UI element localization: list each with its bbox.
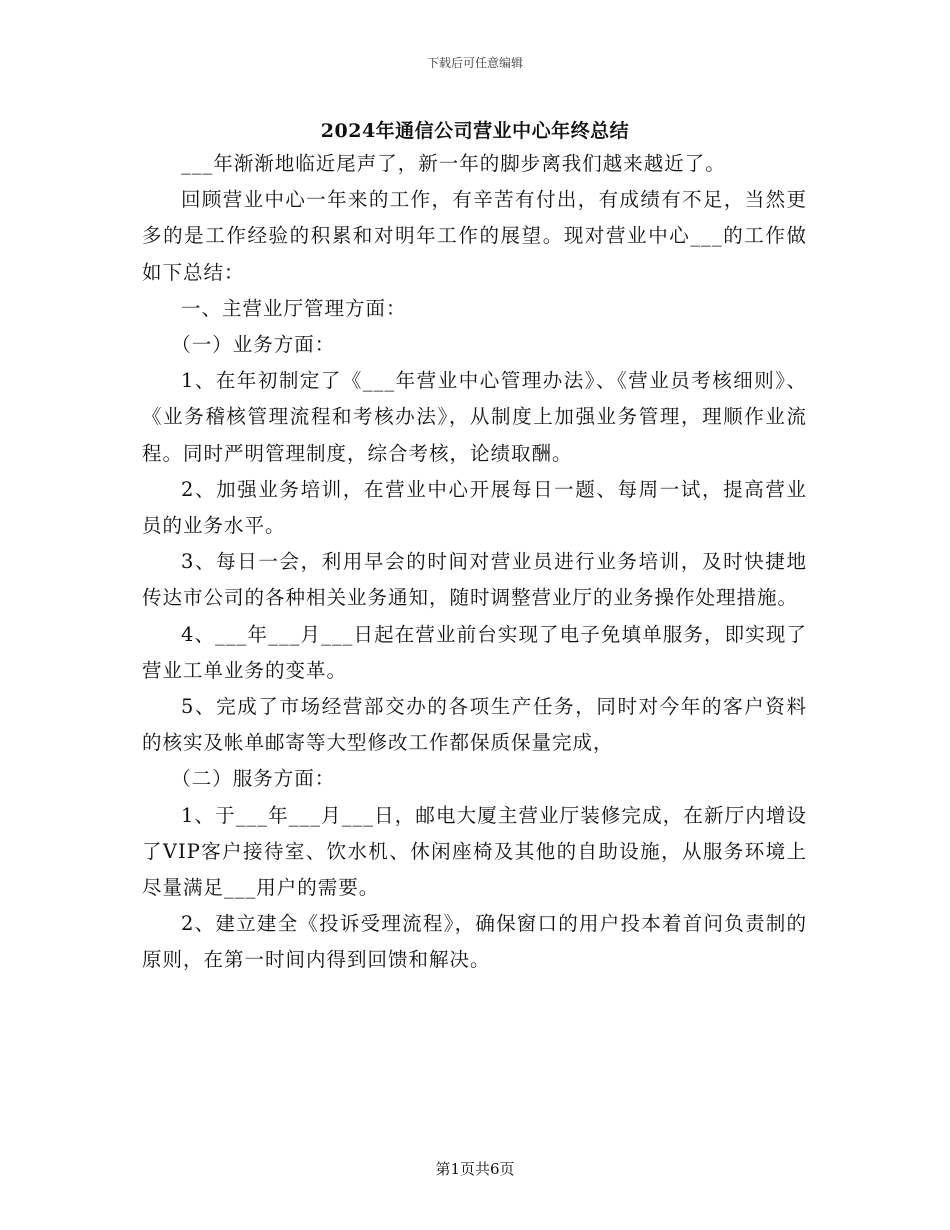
section-heading-main-hall: 一、主营业厅管理方面： (181, 296, 407, 320)
document-body (142, 146, 807, 979)
subsection-heading-business: （一）业务方面： (171, 333, 336, 357)
subsection-heading-service: （二）服务方面： (171, 767, 336, 791)
paragraph-service-1: 1、于___年___月___日，邮电大厦主营业厅装修完成，在新厅内增设了VIP客户接待室、饮水机、休闲座椅及其他的自助设施，从服务环境上尽量满足___用户的需要。 (142, 803, 807, 900)
paragraph-service-2: 2、建立建全《投诉受理流程》，确保窗口的用户投本着首问负责制的原则，在第一时间内得到回馈和解决。 (142, 912, 807, 972)
paragraph-business-3: 3、每日一会，利用早会的时间对营业员进行业务培训，及时快捷地传达市公司的各种相关业务通知，随时调整营业厅的业务操作处理措施。 (142, 550, 807, 610)
page-number-footer: 第1页共6页 (435, 1160, 515, 1178)
paragraph-intro: ___年渐渐地临近尾声了，新一年的脚步离我们越来越近了。 (181, 152, 726, 175)
paragraph-business-5: 5、完成了市场经营部交办的各项生产任务，同时对今年的客户资料的核实及帐单邮寄等大型修改工作都保质保量完成， (142, 695, 807, 755)
document-title: 2024年通信公司营业中心年终总结 (320, 120, 630, 142)
paragraph-business-1: 1、在年初制定了《___年营业中心管理办法》、《营业员考核细则》、《业务稽核管理流程和考核办法》，从制度上加强业务管理，理顺作业流程。同时严明管理制度，综合考核，论绩取酬。 (142, 369, 807, 465)
paragraph-business-2: 2、加强业务培训，在营业中心开展每日一题、每周一试，提高营业员的业务水平。 (142, 477, 807, 538)
page-header-note: 下载后可任意编辑 (426, 56, 523, 70)
paragraph-business-4: 4、___年___月___日起在营业前台实现了电子免填单服务，即实现了营业工单业务的变革。 (142, 622, 807, 682)
paragraph-review: 回顾营业中心一年来的工作，有辛苦有付出，有成绩有不足，当然更多的是工作经验的积累和对明年工作的展望。现对营业中心___的工作做如下总结： (142, 188, 807, 284)
